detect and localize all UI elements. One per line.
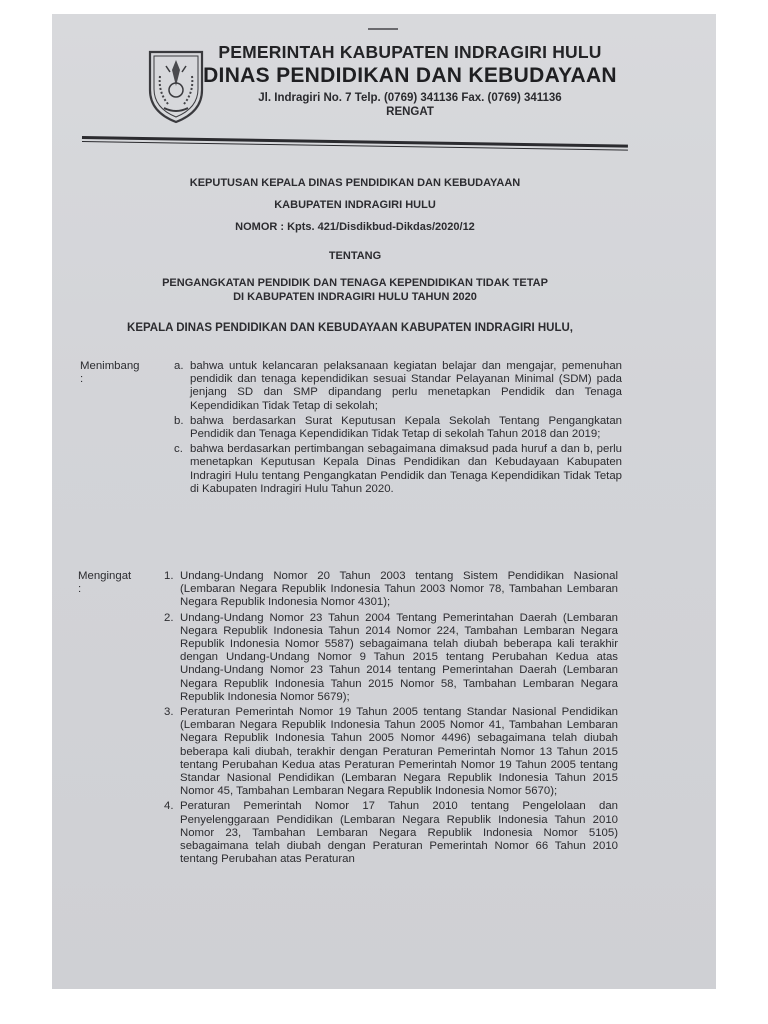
list-marker: 3. (164, 706, 174, 719)
department-city: RENGAT (386, 106, 434, 118)
decree-number: NOMOR : Kpts. 421/Disdikbud-Dikdas/2020/12 (235, 221, 475, 233)
decree-subject-line2: DI KABUPATEN INDRAGIRI HULU TAHUN 2020 (233, 291, 477, 303)
letterhead (160, 42, 660, 118)
list-marker: c. (174, 443, 183, 456)
list-item (164, 800, 618, 866)
menimbang-list (174, 360, 622, 498)
list-marker: 1. (164, 570, 174, 582)
staple-mark (368, 28, 398, 30)
list-item (164, 611, 618, 704)
mengingat-list (164, 570, 618, 868)
decree-tentang: TENTANG (328, 250, 382, 262)
list-text: Peraturan Pemerintah Nomor 19 Tahun 2005 tentang Standar Nasional Pendidikan (Lembaran Negara Republik Indonesia Tahun 2005 Nomor 41, Tambahan Lembaran Negara Republik Indonesia Tahun 2005 Nomor 4496) sebagaimana telah diubah beberapa kali diubah, terakhir dengan Peraturan Pemerintah Nomor 13 Tahun 2015 tentang Perubahan Kedua atas Peraturan Pemerintah Nomor 19 Tahun 2005 tentang Standar Nasional Pendidikan (Lembaran Negara Republik Indonesia Tahun 2015 Nomor 45, Tambahan Lembaran Negara Republik Indonesia Nomor 5670); (180, 706, 618, 798)
decree-authority: KEPALA DINAS PENDIDIKAN DAN KEBUDAYAAN KABUPATEN INDRAGIRI HULU, (127, 322, 573, 334)
list-item (174, 360, 622, 413)
list-item (174, 414, 622, 441)
list-text: bahwa berdasarkan pertimbangan sebagaimana dimaksud pada huruf a dan b, perlu menetapkan Keputusan Kepala Dinas Pendidikan dan Kebudayaan Kabupaten Indragiri Hulu tentang Pengangkatan Pendidik dan Tenaga Kependidikan Tidak Tetap di Kabupaten Indragiri Hulu Tahun 2020. (190, 443, 622, 495)
mengingat-label: Mengingat : (78, 570, 132, 596)
department-address: Jl. Indragiri No. 7 Telp. (0769) 341136 Fax. (0769) 341136 (258, 92, 562, 104)
decree-subject-line1: PENGANGKATAN PENDIDIK DAN TENAGA KEPENDIDIKAN TIDAK TETAP (162, 277, 548, 289)
list-marker: a. (174, 360, 184, 372)
decree-subject (120, 276, 590, 304)
government-name: PEMERINTAH KABUPATEN INDRAGIRI HULU (218, 42, 602, 62)
list-text: bahwa untuk kelancaran pelaksanaan kegiatan belajar dan mengajar, pemenuhan pendidik dan tenaga kependidikan sesuai Standar Pelayanan Minimal (SDM) pada jenjang SD dan SMP dipandang perlu menetapkan Pendidik dan Tenaga Kependidikan Tidak Tetap di sekolah; (190, 360, 622, 412)
list-item (164, 706, 618, 798)
list-text: Undang-Undang Nomor 20 Tahun 2003 tentang Sistem Pendidikan Nasional (Lembaran Negara Republik Indonesia Tahun 2003 Nomor 78, Tambahan Lembaran Negara Republik Indonesia Nomor 4301); (180, 570, 618, 609)
list-text: Undang-Undang Nomor 23 Tahun 2004 Tentang Pemerintahan Daerah (Lembaran Negara Republik Indonesia Tahun 2014 Nomor 224, Tambahan Lembaran Negara Republik Indonesia Nomor 5587) sebagaimana telah diubah beberapa kali terakhir dengan Undang-Undang Nomor 9 Tahun 2015 tentang Perubahan Kedua atas Undang-Undang Nomor 23 Tahun 2014 tentang Pemerintahan Daerah (Lembaran Negara Republik Indonesia Tahun 2015 Nomor 58, Tambahan Lembaran Negara Republik Indonesia Nomor 5679); (180, 611, 618, 703)
list-text: Peraturan Pemerintah Nomor 17 Tahun 2010 tentang Pengelolaan dan Penyelenggaraan Pendidikan (Lembaran Negara Republik Indonesia Tahun 2010 Nomor 23, Tambahan Lembaran Negara Republik Indonesia Nomor 5105) sebagaimana telah diubah dengan Peraturan Pemerintah Nomor 66 Tahun 2010 tentang Perubahan atas Peraturan (180, 800, 618, 866)
department-name: DINAS PENDIDIKAN DAN KEBUDAYAAN (203, 64, 617, 87)
decree-title-line2: KABUPATEN INDRAGIRI HULU (274, 199, 436, 211)
decree-title (120, 172, 590, 238)
decree-title-line1: KEPUTUSAN KEPALA DINAS PENDIDIKAN DAN KEBUDAYAAN (189, 177, 521, 189)
menimbang-label: Menimbang : (80, 360, 140, 386)
list-marker: 2. (164, 611, 174, 624)
list-marker: 4. (164, 800, 174, 813)
list-marker: b. (174, 414, 184, 427)
list-item (174, 443, 622, 496)
list-item (164, 570, 618, 610)
list-text: bahwa berdasarkan Surat Keputusan Kepala Sekolah Tentang Pengangkatan Pendidik dan Tenaga Kependidikan Tidak Tetap di sekolah Tahun 2018 dan 2019; (190, 414, 622, 441)
